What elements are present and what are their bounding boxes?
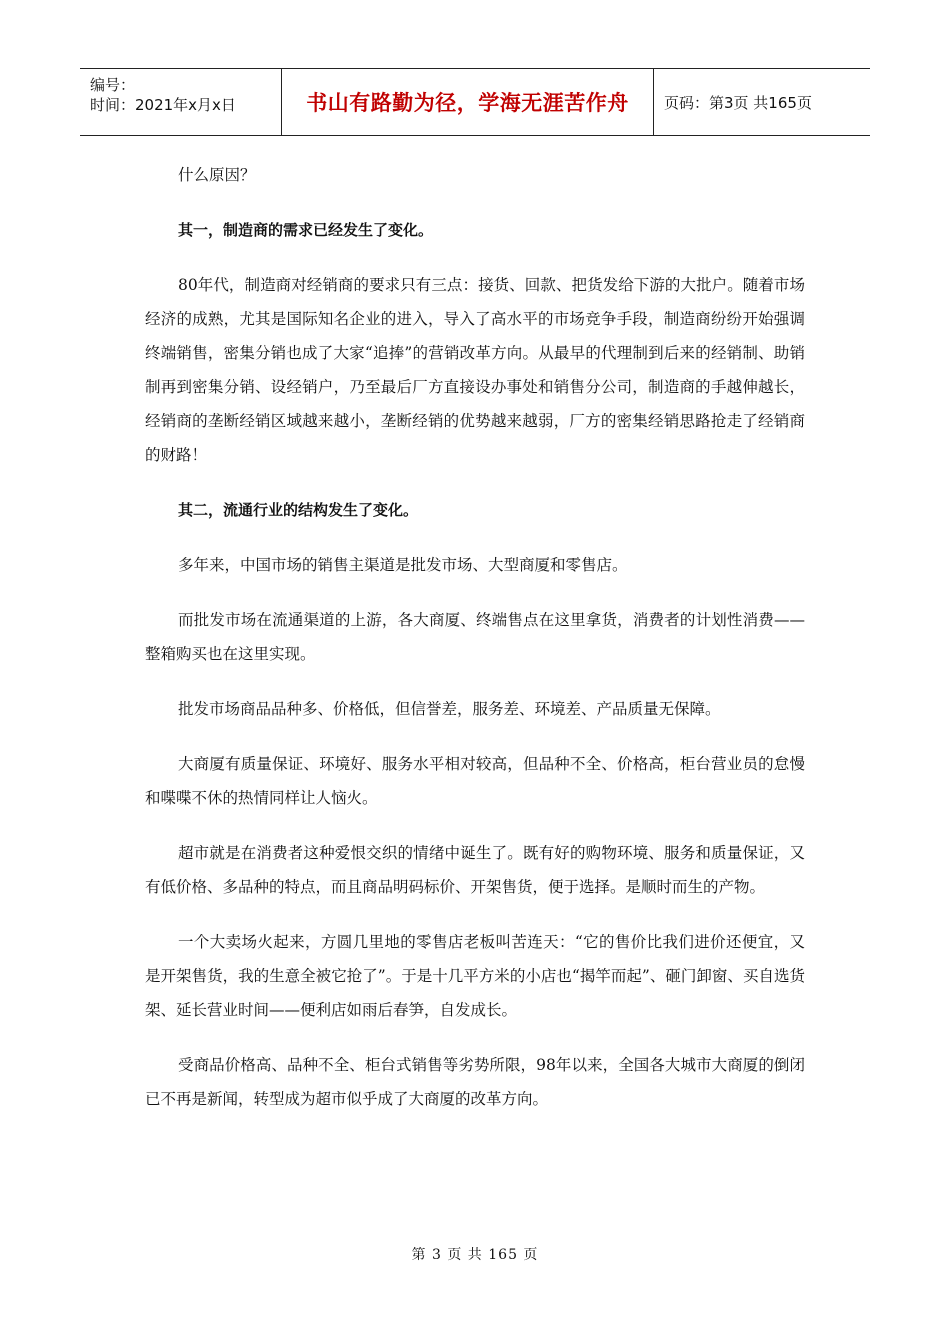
header-table [80, 68, 870, 136]
paragraph: 超市就是在消费者这种爱恨交织的情绪中诞生了。既有好的购物环境、服务和质量保证，又有低价格、多品种的特点，而且商品明码标价、开架售货，便于选择。是顺时而生的产物。 [145, 844, 805, 896]
section-heading: 其一，制造商的需求已经发生了变化。 [178, 221, 434, 239]
paragraph: 批发市场商品品种多、价格低，但信誉差，服务差、环境差、产品质量无保障。 [178, 700, 721, 718]
paragraph: 大商厦有质量保证、环境好、服务水平相对较高，但品种不全、价格高，柜台营业员的怠慢和喋喋不休的热情同样让人恼火。 [145, 755, 805, 807]
paragraph: 80年代，制造商对经销商的要求只有三点：接货、回款、把货发给下游的大批户。随着市场经济的成熟，尤其是国际知名企业的进入，导入了高水平的市场竞争手段，制造商纷纷开始强调终端销售，密集分销也成了大家“追捧”的营销改革方向。从最早的代理制到后来的经销制、助销制再到密集分销、设经销户，乃至最后厂方直接设办事处和销售分公司，制造商的手越伸越长，经销商的垄断经销区域越来越小，垄断经销的优势越来越弱，厂方的密集经销思路抢走了经销商的财路！ [145, 276, 805, 464]
header-page-info: 页码：第3页 共165页 [664, 93, 812, 112]
header-meta-cell [80, 69, 282, 135]
paragraph: 受商品价格高、品种不全、柜台式销售等劣势所限，98年以来，全国各大城市大商厦的倒闭已不再是新闻，转型成为超市似乎成了大商厦的改革方向。 [145, 1056, 805, 1108]
section-heading: 其二，流通行业的结构发生了变化。 [178, 501, 419, 519]
date-label: 时间：2021年x月x日 [90, 96, 236, 114]
page-footer: 第 3 页 共 165 页 [411, 1247, 539, 1263]
number-label: 编号： [90, 76, 136, 94]
document-body [145, 158, 805, 1137]
paragraph: 多年来，中国市场的销售主渠道是批发市场、大型商厦和零售店。 [178, 556, 628, 574]
header-motto: 书山有路勤为径，学海无涯苦作舟 [282, 69, 654, 135]
paragraph: 一个大卖场火起来，方圆几里地的零售店老板叫苦连天：“它的售价比我们进价还便宜，又是开架售货，我的生意全被它抢了”。于是十几平方米的小店也“揭竿而起”、砸门卸窗、买自选货架、延长营业时间——便利店如雨后春笋，自发成长。 [145, 933, 805, 1019]
paragraph: 什么原因？ [178, 166, 256, 184]
paragraph: 而批发市场在流通渠道的上游，各大商厦、终端售点在这里拿货，消费者的计划性消费——整箱购买也在这里实现。 [145, 611, 805, 663]
